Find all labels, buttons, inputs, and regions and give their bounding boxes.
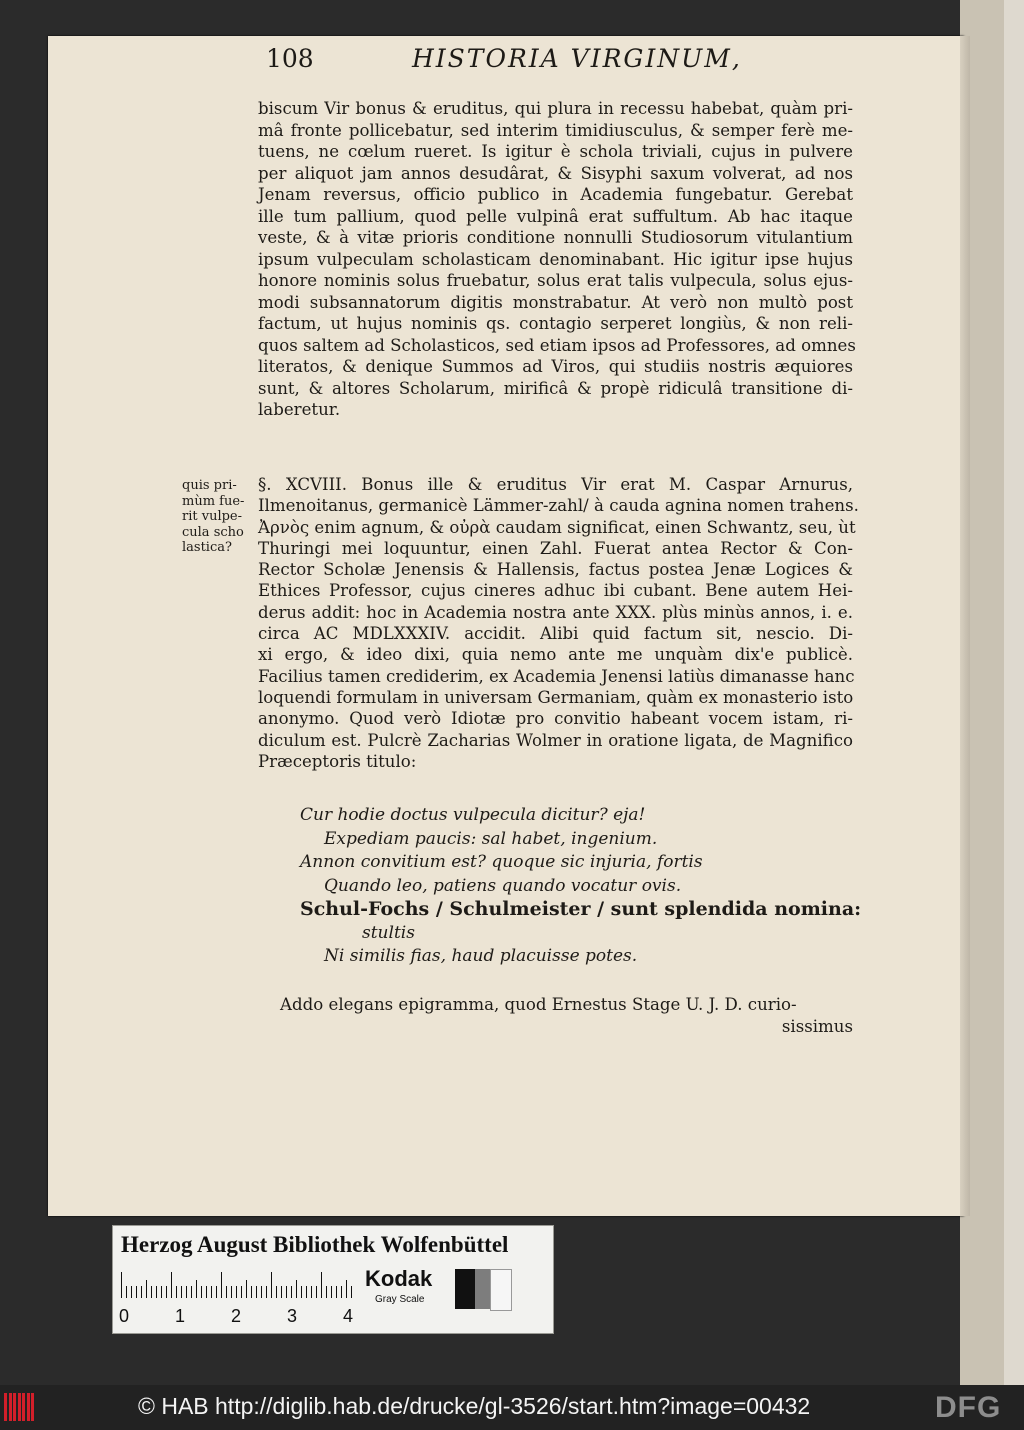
ruler-tick xyxy=(296,1280,297,1298)
ruler-number: 1 xyxy=(175,1306,186,1326)
text-line: anonymo. Quod verò Idiotæ pro convitio habeant vocem istam, ri- xyxy=(258,709,853,729)
ruler-tick xyxy=(301,1286,302,1298)
gray-scale-label: Gray Scale xyxy=(375,1294,425,1305)
ruler-number: 4 xyxy=(343,1306,354,1326)
ruler-tick xyxy=(206,1286,207,1298)
text-line: per aliquot jam annos desudârat, & Sisyphi saxum volverat, ad nos xyxy=(258,163,853,183)
barcode-bar xyxy=(18,1393,21,1421)
gray-patch-mid xyxy=(475,1269,490,1309)
text-line: derus addit: hoc in Academia nostra ante XXX. plùs minùs annos, i. e. xyxy=(258,602,853,622)
ruler-tick xyxy=(161,1286,162,1298)
paragraph-2 xyxy=(258,474,859,772)
kodak-logo: Kodak xyxy=(365,1266,433,1291)
footer-bar xyxy=(0,1385,1024,1430)
ruler-tick xyxy=(181,1286,182,1298)
text-line: ipsum vulpeculam scholasticam denominabant. Hic igitur ipse hujus xyxy=(258,249,853,269)
ruler-tick xyxy=(336,1286,337,1298)
ruler-tick xyxy=(326,1286,327,1298)
ruler-tick xyxy=(131,1286,132,1298)
ruler-tick xyxy=(261,1286,262,1298)
text-line: mâ fronte pollicebatur, sed interim timidiusculus, & semper ferè me- xyxy=(258,120,853,140)
ruler-tick xyxy=(146,1280,147,1298)
ruler-tick xyxy=(126,1286,127,1298)
text-line: xi ergo, & ideo dixi, quia nemo ante me unquàm dix'e publicè. xyxy=(258,645,853,665)
ruler-tick xyxy=(226,1286,227,1298)
dfg-logo: DFG xyxy=(935,1391,1002,1424)
barcode-bar xyxy=(31,1393,34,1421)
text-line: circa AC MDLXXXIV. accidit. Alibi quid factum sit, nescio. Di- xyxy=(258,624,853,644)
text-line: sunt, & altores Scholarum, mirificâ & propè ridiculâ transitione di- xyxy=(258,378,853,398)
margin-line: lastica? xyxy=(182,540,232,555)
color-calibration-card xyxy=(112,1225,554,1334)
poem-line: Quando leo, patiens quando vocatur ovis. xyxy=(324,875,682,896)
text-line: honore nominis solus fruebatur, solus erat talis vulpecula, solus ejus- xyxy=(258,271,853,290)
closing-text xyxy=(280,994,853,1038)
ruler-tick xyxy=(321,1272,322,1298)
text-line: modi subsannatorum digitis monstrabatur. At verò non multò post xyxy=(258,292,853,312)
ruler-tick xyxy=(306,1286,307,1298)
ruler-tick xyxy=(281,1286,282,1298)
ruler-tick xyxy=(211,1286,212,1298)
ruler-tick xyxy=(341,1286,342,1298)
poem-line: Schul-Fochs / Schulmeister / sunt splendida nomina: xyxy=(300,898,862,920)
copyright-url: © HAB http://diglib.hab.de/drucke/gl-3526/start.htm?image=00432 xyxy=(138,1393,811,1419)
ruler-tick xyxy=(221,1272,222,1298)
ruler-tick xyxy=(346,1280,347,1298)
poem-line: stultis xyxy=(362,922,415,943)
margin-line: mùm fue- xyxy=(182,493,245,509)
ruler-tick xyxy=(241,1286,242,1298)
ruler-tick xyxy=(166,1286,167,1298)
page-number: 108 xyxy=(266,44,314,73)
ruler-tick xyxy=(231,1286,232,1298)
gray-patch-black xyxy=(455,1269,475,1309)
ruler-tick xyxy=(256,1286,257,1298)
text-line: Præceptoris titulo: xyxy=(258,751,417,771)
text-line: laberetur. xyxy=(258,400,341,419)
ruler-tick xyxy=(171,1272,172,1298)
ruler-tick xyxy=(331,1286,332,1298)
running-head: HISTORIA VIRGINUM, xyxy=(412,44,742,73)
text-line: §. XCVIII. Bonus ille & eruditus Vir erat M. Caspar Arnurus, xyxy=(258,475,853,494)
text-line: Rector Scholæ Jenensis & Hallensis, factus postea Jenæ Logices & xyxy=(258,560,853,580)
margin-line: quis pri- xyxy=(182,478,237,493)
margin-line: cula scho xyxy=(182,524,244,540)
ruler-tick xyxy=(136,1286,137,1298)
ruler-tick xyxy=(236,1286,237,1298)
text-line: biscum Vir bonus & eruditus, qui plura in recessu habebat, quàm pri- xyxy=(258,99,853,118)
text-line: Ethices Professor, cujus cineres adhuc ibi cubant. Bene autem Hei- xyxy=(258,581,853,601)
poem-line: Ni similis fias, haud placuisse potes. xyxy=(324,946,638,966)
ruler-number: 0 xyxy=(119,1306,130,1326)
gray-patch-white xyxy=(490,1269,512,1311)
barcode-bar xyxy=(13,1393,16,1421)
barcode-bar xyxy=(9,1393,12,1421)
text-line: Jenam reversus, officio publico in Academia fungebatur. Gerebat xyxy=(258,185,853,204)
ruler-tick xyxy=(141,1286,142,1298)
paragraph-1 xyxy=(258,98,856,421)
ruler-tick xyxy=(286,1286,287,1298)
text-line: diculum est. Pulcrè Zacharias Wolmer in oratione ligata, de Magnifico xyxy=(258,730,853,750)
ruler-number: 2 xyxy=(231,1306,242,1326)
text-line: quos saltem ad Scholasticos, sed etiam ipsos ad Professores, ad omnes xyxy=(258,335,856,355)
barcode-bar xyxy=(22,1393,25,1421)
ruler-tick xyxy=(216,1286,217,1298)
ruler-tick xyxy=(311,1286,312,1298)
ruler-tick xyxy=(316,1286,317,1298)
text-line: Addo elegans epigramma, quod Ernestus Stage U. J. D. curio- xyxy=(280,995,797,1014)
text-line: Facilius tamen crediderim, ex Academia Jenensi latiùs dimanasse hanc xyxy=(258,666,855,686)
ruler-tick xyxy=(156,1286,157,1298)
ruler-number: 3 xyxy=(287,1306,298,1326)
text-line: Ἀρνὸς enim agnum, & οὐρὰ caudam significat, einen Schwantz, seu, ùt xyxy=(258,517,856,537)
measurement-ruler xyxy=(121,1272,353,1298)
ruler-tick xyxy=(201,1286,202,1298)
barcode-bar xyxy=(27,1393,30,1421)
text-line: ille tum pallium, quod pelle vulpinâ erat suffultum. Ab hac itaque xyxy=(258,206,853,226)
poem-line: Expediam paucis: sal habet, ingenium. xyxy=(324,828,658,849)
barcode-icon xyxy=(4,1393,38,1421)
text-line: literatos, & denique Summos ad Viros, qui studiis nostris æquiores xyxy=(258,357,853,376)
text-line: loquendi formulam in universam Germaniam, quàm ex monasterio isto xyxy=(258,687,854,707)
text-line: Ilmenoitanus, germanicè Lämmer-zahl/ à cauda agnina nomen trahens. xyxy=(258,496,859,516)
ruler-tick xyxy=(291,1286,292,1298)
ruler-tick xyxy=(351,1286,352,1298)
ruler-tick xyxy=(271,1272,272,1298)
ruler-tick xyxy=(196,1280,197,1298)
page-fold-shadow xyxy=(960,36,970,1216)
book-edge xyxy=(1004,0,1024,1385)
ruler-tick xyxy=(246,1280,247,1298)
text-line: Thuringi mei loquuntur, einen Zahl. Fuerat antea Rector & Con- xyxy=(258,538,853,558)
text-line: veste, & à vitæ prioris conditione nonnulli Studiosorum vitulantium xyxy=(258,228,853,247)
poem-line: Cur hodie doctus vulpecula dicitur? eja! xyxy=(300,805,646,825)
poem xyxy=(300,804,861,969)
ruler-tick xyxy=(266,1286,267,1298)
text-line: tuens, ne cœlum rueret. Is igitur è schola triviali, cujus in pulvere xyxy=(258,142,853,161)
ruler-tick xyxy=(151,1286,152,1298)
text-line: sissimus xyxy=(781,1017,853,1036)
ruler-tick xyxy=(186,1286,187,1298)
text-line: factum, ut hujus nominis qs. contagio serperet longiùs, & non reli- xyxy=(258,314,853,333)
ruler-tick xyxy=(191,1286,192,1298)
ruler-tick xyxy=(251,1286,252,1298)
library-name: Herzog August Bibliothek Wolfenbüttel xyxy=(121,1232,509,1257)
ruler-tick xyxy=(121,1272,122,1298)
ruler-tick xyxy=(276,1286,277,1298)
poem-line: Annon convitium est? quoque sic injuria, fortis xyxy=(300,852,703,872)
margin-line: rit vulpe- xyxy=(182,509,243,524)
ruler-tick xyxy=(176,1286,177,1298)
marginal-note xyxy=(182,478,257,556)
barcode-bar xyxy=(4,1393,7,1421)
